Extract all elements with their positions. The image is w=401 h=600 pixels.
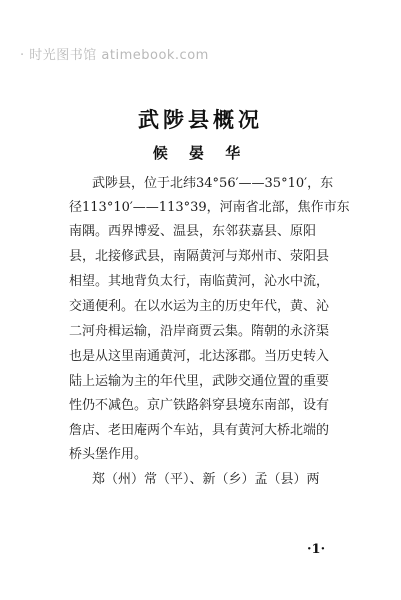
body-line: 桥头堡作用。: [69, 447, 148, 462]
body-line: 陆上运输为主的年代里，武陟交通位置的重要: [69, 374, 330, 389]
body-line: 也是从这里南通黄河，北达涿郡。当历史转入: [69, 349, 330, 364]
body-line: 武陟县，位于北纬34°56′——35°10′，东: [92, 176, 334, 191]
body-line: 南隅。西界博爱、温县，东邻获嘉县、原阳: [69, 224, 317, 239]
body-line: 径113°10′——113°39，河南省北部，焦作市东: [69, 200, 350, 215]
page-title: 武陟县概况: [138, 107, 263, 132]
body-line: 县，北接修武县，南隔黄河与郑州市、荥阳县: [69, 249, 330, 264]
page-number: ·1·: [307, 542, 326, 557]
body-line: 性仍不减色。京广铁路斜穿县境东南部，设有: [69, 398, 330, 413]
body-line: 郑（州）常（平）、新（乡）孟（县）两: [92, 472, 320, 487]
author-name: 候 晏 华: [152, 144, 249, 162]
body-line: 相望。其地背负太行，南临黄河，沁水中流，: [69, 274, 330, 289]
watermark-text: · 时光图书馆 atimebook.com: [20, 48, 209, 63]
body-line: 交通便利。在以水运为主的历史年代，黄、沁: [69, 299, 330, 314]
body-line: 二河舟楫运输，沿岸商贾云集。隋朝的永济渠: [69, 324, 330, 339]
body-line: 詹店、老田庵两个车站，具有黄河大桥北端的: [69, 423, 330, 438]
